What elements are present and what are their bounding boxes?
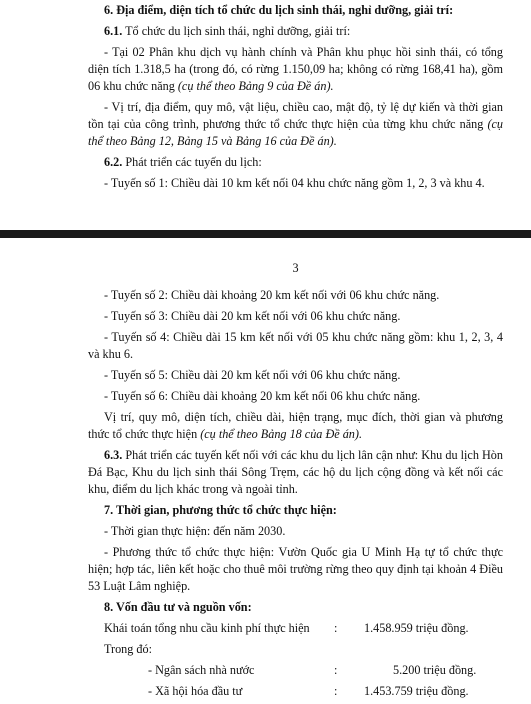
section-6-1-title: Tổ chức du lịch sinh thái, nghỉ dưỡng, giải trí: [122,24,351,38]
route-3: - Tuyến số 3: Chiều dài 20 km kết nối với 06 khu chức năng. [104,309,401,323]
in-which-label: Trong đó: [104,642,152,656]
route-4: - Tuyến số 4: Chiều dài 15 km kết nối với 05 khu chức năng gồm: khu 1, 2, 3, 4 và khu 6. [88,330,503,361]
social-investment-colon: : [334,684,338,698]
paragraph-6-1-a-text: - Tại 02 Phân khu dịch vụ hành chính và Phân khu phục hồi sinh thái, có tổng diện tích 1.318,5 ha (trong đó, có rừng 1.150,09 ha; không có rừng 168,41 ha), gồm 06 khu chức năng [88,45,503,93]
section-6-2-title: Phát triển các tuyến du lịch: [122,155,262,169]
implementation-method: - Phương thức tổ chức thực hiện: Vườn Quốc gia U Minh Hạ tự tổ chức thực hiện; hợp tác, liên kết hoặc cho thuê môi trường rừng theo quy định tại khoản 4 Điều 53 Luật Lâm nghiệp. [88,545,503,593]
section-6-3 [88,447,503,498]
section-6-1-number: 6.1. [104,24,123,38]
in-which-row [88,641,503,658]
state-budget-label: - Ngân sách nhà nước [148,663,255,677]
route-description-text: Vị trí, quy mô, diện tích, chiều dài, hiện trạng, mục đích, thời gian và phương thức tổ chức thực hiện [88,410,503,441]
paragraph-6-1-a-ref: (cụ thể theo Bảng 9 của Đề án). [177,79,334,93]
paragraph-6-1-b-ref: (cụ thể theo Bảng 12, Bảng 15 và Bảng 16 của Đề án). [88,117,503,148]
route-description-ref: (cụ thể theo Bảng 18 của Đề án). [200,427,362,441]
state-budget-colon: : [334,663,338,677]
route-description [88,409,503,443]
paragraph-6-1-a [88,44,503,95]
route-5: - Tuyến số 5: Chiều dài 20 km kết nối với 06 khu chức năng. [104,368,401,382]
state-budget-row [88,662,503,679]
section-7-heading: 7. Thời gian, phương thức tổ chức thực hiện: [104,503,337,517]
section-8-heading: 8. Vốn đầu tư và nguồn vốn: [104,600,252,614]
section-6-3-number: 6.3. [104,448,123,462]
section-6-2 [88,154,503,171]
social-investment-value: 1.453.759 triệu đồng. [364,684,469,698]
section-6-1 [88,23,503,40]
section-6-3-text: Phát triển các tuyến kết nối với các khu du lịch lân cận như: Khu du lịch Hòn Đá Bạc, Khu du lịch sinh thái Sông Trẹm, các hộ du lịch cộng đồng và kết nối các khu, điểm du lịch khác trong và ngoài tỉnh. [88,448,503,496]
page-1-bottom [0,0,531,230]
total-cost-row [88,620,503,637]
page-separator [0,230,531,238]
paragraph-6-1-b-text: - Vị trí, địa điểm, quy mô, vật liệu, chiều cao, mật độ, tỷ lệ dự kiến và thời gian tồn tại của công trình, phương thức tổ chức thực hiện của từng khu chức năng [88,100,503,131]
section-6-heading: 6. Địa điểm, diện tích tổ chức du lịch sinh thái, nghỉ dưỡng, giải trí: [104,3,454,17]
total-cost-label: Khái toán tổng nhu cầu kinh phí thực hiện [104,621,310,635]
paragraph-6-1-b [88,99,503,150]
page-3 [0,238,531,698]
route-6: - Tuyến số 6: Chiều dài khoảng 20 km kết nối 06 khu chức năng. [104,389,421,403]
section-6-2-number: 6.2. [104,155,123,169]
route-2: - Tuyến số 2: Chiều dài khoảng 20 km kết nối với 06 khu chức năng. [104,288,440,302]
social-investment-row [88,683,503,700]
social-investment-label: - Xã hội hóa đầu tư [148,684,243,698]
page-1-content [88,2,503,196]
implementation-time: - Thời gian thực hiện: đến năm 2030. [104,524,286,538]
state-budget-value: 5.200 triệu đồng. [393,663,477,677]
route-1: - Tuyến số 1: Chiều dài 10 km kết nối 04 khu chức năng gồm 1, 2, 3 và khu 4. [104,176,485,190]
page-3-content [88,260,503,704]
page-number: 3 [292,261,299,275]
total-cost-colon: : [334,621,338,635]
total-cost-value: 1.458.959 triệu đồng. [364,621,469,635]
